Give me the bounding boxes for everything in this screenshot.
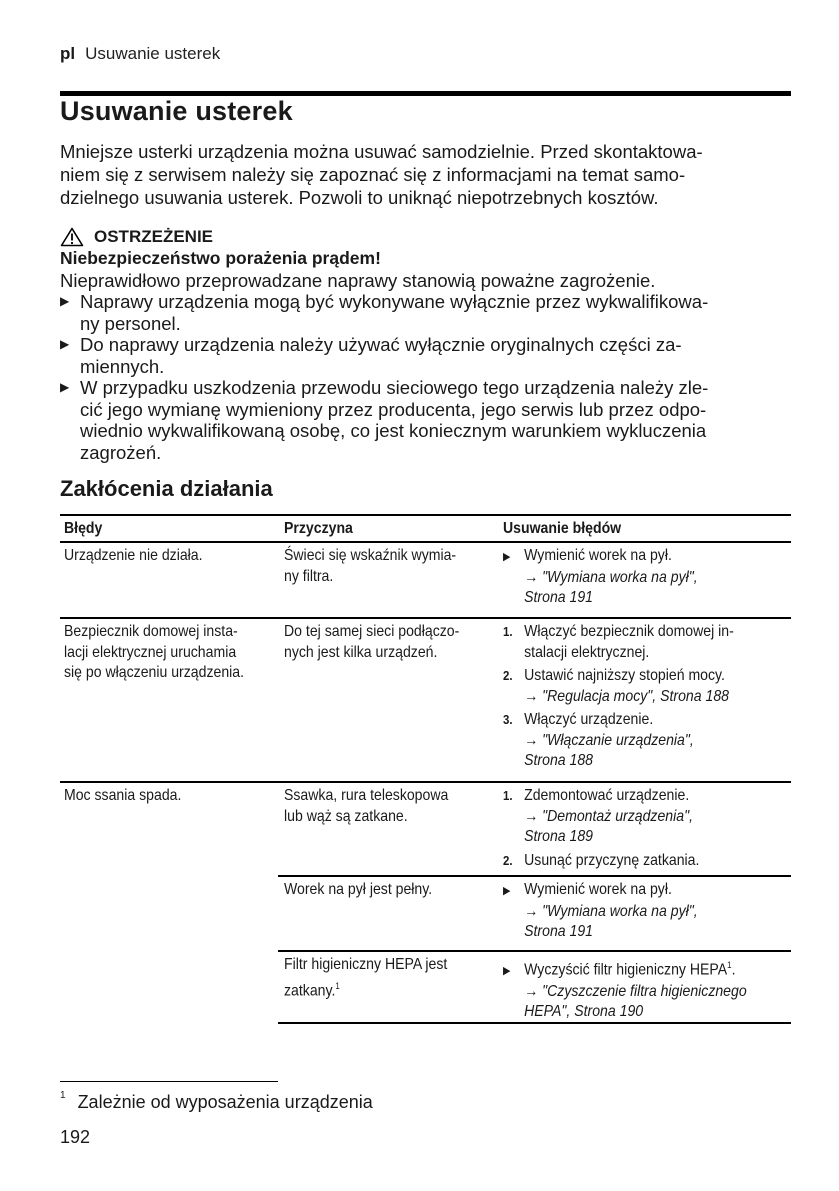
warning-triangle-icon [60, 227, 84, 247]
warning-box [60, 226, 791, 463]
intro-line: dzielnego usuwania usterek. Pozwoli to uniknąć niepotrzebnych kosztów. [60, 187, 659, 208]
footnote-mark: 1 [60, 1090, 66, 1101]
step-number: 1. [503, 624, 513, 639]
language-code: pl [60, 44, 76, 63]
table-cell: 2. Ustawić najniższy stopień mocy. → "Regulacja mocy", Strona 188 [503, 667, 729, 705]
section-title: Zakłócenia działania [60, 476, 273, 501]
intro-line: niem się z serwisem należy się zapoznać się z informacjami na temat samo- [60, 164, 686, 185]
arrow-icon: → [524, 568, 539, 586]
cross-reference: "Demontaż urządzenia", [542, 807, 693, 825]
arrow-icon: → [524, 807, 539, 825]
bullet-icon: ▶ [60, 380, 70, 394]
cross-reference: "Wymiana worka na pył", [542, 902, 698, 920]
bullet-icon: ▶ [60, 337, 70, 351]
footnote-mark: 1 [727, 960, 732, 970]
table-cell: Ssawka, rura teleskopowa lub wąż są zatkane. [284, 787, 449, 825]
bullet-icon: ▶ [503, 965, 511, 978]
cross-reference: "Włączanie urządzenia", [542, 731, 694, 749]
table-cell: Świeci się wskaźnik wymia- ny filtra. [284, 547, 457, 585]
cross-reference: "Regulacja mocy", Strona 188 [542, 687, 729, 705]
row-rule [278, 875, 791, 877]
footnote-text: Zależnie od wyposażenia urządzenia [77, 1092, 373, 1112]
table-cell: Worek na pył jest pełny. [284, 881, 433, 898]
intro-paragraph [60, 140, 791, 209]
step-number: 2. [503, 668, 513, 683]
page-number: 192 [60, 1127, 91, 1147]
footnote [60, 1092, 373, 1113]
arrow-icon: → [524, 902, 539, 920]
table-cell: 3. Włączyć urządzenie. → "Włączanie urządzenia", Strona 188 [503, 711, 694, 769]
arrow-icon: → [524, 731, 539, 749]
table-cell: 1. Włączyć bezpiecznik domowej in- stalacji elektrycznej. [503, 623, 734, 661]
column-header-fix: Usuwanie błędów [503, 520, 622, 537]
header-rule [60, 541, 791, 543]
arrow-icon: → [524, 687, 539, 705]
step-number: 1. [503, 788, 513, 803]
running-header [60, 44, 220, 64]
row-rule [278, 950, 791, 952]
step-number: 2. [503, 853, 513, 868]
row-rule [60, 781, 791, 783]
warning-list [60, 291, 791, 463]
warning-label: OSTRZEŻENIE [94, 227, 214, 247]
row-rule [60, 617, 791, 619]
intro-line: Mniejsze usterki urządzenia można usuwać samodzielnie. Przed skontaktowa- [60, 141, 703, 162]
table-cell: 1. Zdemontować urządzenie. → "Demontaż urządzenia", Strona 189 [503, 787, 693, 845]
page-title: Usuwanie usterek [60, 96, 293, 126]
table-cell: Urządzenie nie działa. [64, 547, 203, 564]
cross-reference: "Czyszczenie filtra higienicznego [542, 982, 747, 1000]
step-number: 3. [503, 712, 513, 727]
table-cell: ▶ Wymienić worek na pył. → "Wymiana worka na pył", Strona 191 [503, 881, 698, 940]
table-top-rule [60, 514, 791, 516]
warning-title [60, 226, 791, 248]
warning-text: Nieprawidłowo przeprowadzane naprawy stanowią poważne zagrożenie. [60, 269, 656, 291]
table-cell: Do tej samej sieci podłączo- nych jest kilka urządzeń. [284, 623, 460, 661]
table-cell: ▶ Wymienić worek na pył. → "Wymiana worka na pył", Strona 191 [503, 547, 698, 606]
warning-subtitle: Niebezpieczeństwo porażenia prądem! [60, 248, 381, 268]
table-bottom-rule [278, 1022, 791, 1024]
column-header-errors: Błędy [64, 520, 103, 537]
list-item: ▶ Do naprawy urządzenia należy używać wyłącznie oryginalnych części za- miennych. [60, 334, 682, 377]
footnote-rule [60, 1081, 278, 1082]
table-cell: Moc ssania spada. [64, 787, 182, 804]
cross-reference: "Wymiana worka na pył", [542, 568, 698, 586]
list-item: ▶ Naprawy urządzenia mogą być wykonywane wyłącznie przez wykwalifikowa- ny personel. [60, 291, 709, 334]
table-cell: ▶ Wyczyścić filtr higieniczny $HEPA^1$. → "Czyszczenie filtra higienicznego HEPA", Strona 190 [503, 960, 747, 1021]
page [60, 0, 791, 1191]
bullet-icon: ▶ [60, 294, 70, 308]
arrow-icon: → [524, 982, 539, 1000]
column-header-cause: Przyczyna [284, 520, 353, 537]
bullet-icon: ▶ [503, 551, 511, 563]
table-cell: Bezpiecznik domowej insta- lacji elektrycznej uruchamia się po włączeniu urządzenia. [64, 623, 245, 681]
bullet-icon: ▶ [503, 885, 511, 897]
table-cell: 2. Usunąć przyczynę zatkania. [503, 851, 699, 872]
table-cell: Filtr higieniczny HEPA jest zatkany.$^1$ [284, 956, 448, 999]
list-item: ▶ W przypadku uszkodzenia przewodu sieciowego tego urządzenia należy zle- cić jego wymianę wymieniony przez producenta, jego serwis lub przez odpo- wiednio wykwalifikowaną osobę, co jest koniecznym warunkiem wykluczenia zagrożeń. [60, 377, 709, 463]
footnote-mark: 1 [335, 980, 340, 991]
header-section: Usuwanie usterek [85, 44, 221, 63]
